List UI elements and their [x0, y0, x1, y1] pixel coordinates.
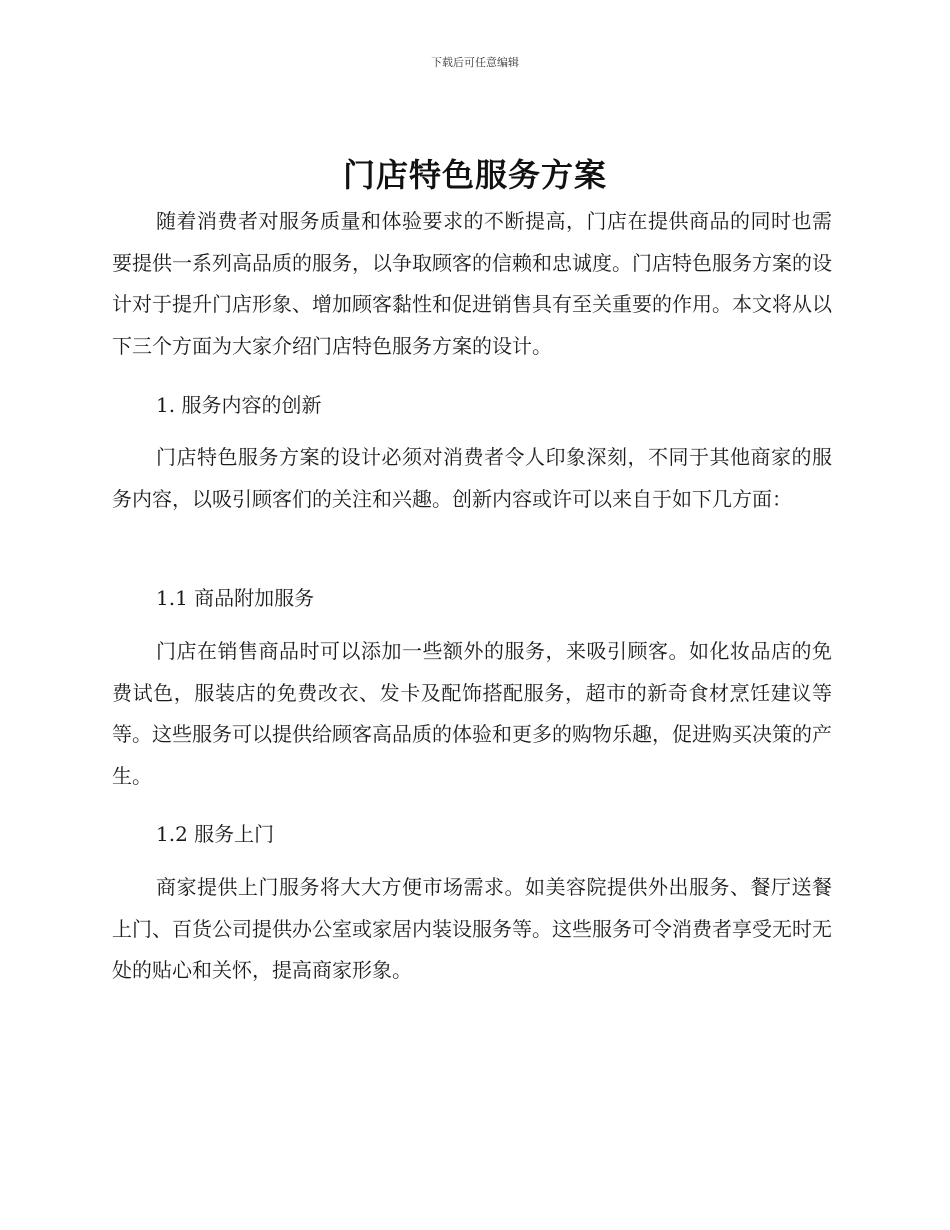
page-header-note: 下载后可任意编辑 — [431, 56, 519, 69]
intro-paragraph: 随着消费者对服务质量和体验要求的不断提高，门店在提供商品的同时也需要提供一系列高品质的服务，以争取顾客的信赖和忠诚度。门店特色服务方案的设计对于提升门店形象、增加顾客黏性和促进销售具有至关重要的作用。本文将从以下三个方面为大家介绍门店特色服务方案的设计。 — [112, 209, 832, 358]
section-heading-service-innovation: 1. 服务内容的创新 — [156, 393, 322, 417]
section-heading-value-added-services: 1.1 商品附加服务 — [156, 586, 315, 610]
section-paragraph-value-added-services: 门店在销售商品时可以添加一些额外的服务，来吸引顾客。如化妆品店的免费试色，服装店的免费改衣、发卡及配饰搭配服务，超市的新奇食材烹饪建议等等。这些服务可以提供给顾客高品质的体验和更多的购物乐趣，促进购买决策的产生。 — [112, 639, 832, 788]
section-paragraph-service-innovation: 门店特色服务方案的设计必须对消费者令人印象深刻，不同于其他商家的服务内容，以吸引顾客们的关注和兴趣。创新内容或许可以来自于如下几方面： — [112, 445, 832, 511]
section-paragraph-door-to-door-service: 商家提供上门服务将大大方便市场需求。如美容院提供外出服务、餐厅送餐上门、百货公司提供办公室或家居内装设服务等。这些服务可令消费者享受无时无处的贴心和关怀，提高商家形象。 — [112, 875, 832, 983]
section-heading-door-to-door-service: 1.2 服务上门 — [156, 822, 275, 846]
document-title: 门店特色服务方案 — [342, 156, 607, 194]
